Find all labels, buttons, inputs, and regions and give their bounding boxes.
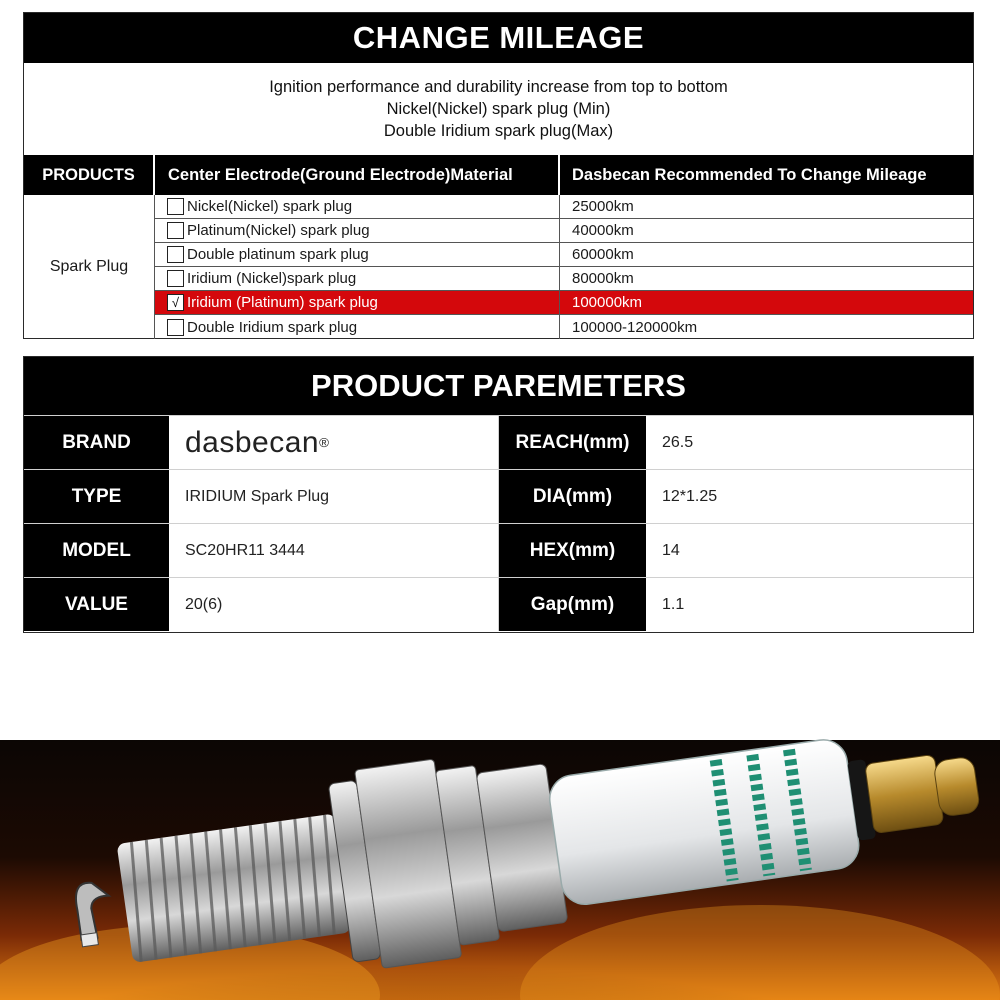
table-row — [155, 267, 973, 291]
product-parameters-section — [23, 356, 974, 633]
param-label: REACH(mm) — [499, 416, 646, 469]
brand-logo — [169, 416, 499, 469]
mileage-table-body — [24, 195, 973, 339]
param-value: IRIDIUM Spark Plug — [169, 470, 499, 523]
checkbox[interactable] — [167, 246, 184, 263]
intro-text — [24, 63, 973, 155]
table-row — [155, 219, 973, 243]
checkbox[interactable] — [167, 222, 184, 239]
change-mileage-section — [23, 12, 974, 339]
intro-line-2: Nickel(Nickel) spark plug (Min) — [386, 100, 611, 118]
param-label: DIA(mm) — [499, 470, 646, 523]
param-value: 26.5 — [662, 433, 694, 451]
intro-line-1: Ignition performance and durability increase from top to bottom — [269, 78, 728, 96]
intro-line-3: Double Iridium spark plug(Max) — [383, 122, 614, 140]
param-value: 12*1.25 — [662, 487, 718, 505]
mileage-value: 40000km — [572, 222, 634, 239]
param-row — [24, 469, 973, 523]
param-value: 14 — [662, 541, 680, 559]
mileage-value: 100000km — [572, 294, 643, 311]
checkbox-checked[interactable]: √ — [167, 294, 184, 311]
param-row — [24, 415, 973, 469]
param-label: TYPE — [24, 470, 169, 523]
checkbox[interactable] — [167, 319, 184, 336]
table-row — [155, 243, 973, 267]
param-label: BRAND — [24, 416, 169, 469]
change-mileage-title: CHANGE MILEAGE — [24, 13, 973, 63]
material-label: Double platinum spark plug — [187, 246, 369, 263]
param-label: HEX(mm) — [499, 524, 646, 577]
spark-plug-product-image — [0, 650, 1000, 1000]
mileage-rows — [155, 195, 973, 339]
param-value: SC20HR11 3444 — [169, 524, 499, 577]
mileage-value: 25000km — [572, 198, 634, 215]
checkbox[interactable] — [167, 198, 184, 215]
material-label: Platinum(Nickel) spark plug — [187, 222, 370, 239]
product-cell: Spark Plug — [24, 195, 155, 339]
param-label: VALUE — [24, 578, 169, 631]
param-label: Gap(mm) — [499, 578, 646, 631]
registered-mark: ® — [319, 435, 329, 450]
mileage-value: 80000km — [572, 270, 634, 287]
header-material: Center Electrode(Ground Electrode)Material — [155, 155, 560, 195]
header-products: PRODUCTS — [24, 155, 155, 195]
product-parameters-title: PRODUCT PAREMETERS — [24, 357, 973, 415]
table-row — [155, 195, 973, 219]
header-mileage: Dasbecan Recommended To Change Mileage — [572, 165, 927, 184]
mileage-value: 100000-120000km — [572, 318, 698, 336]
mileage-value: 60000km — [572, 246, 634, 263]
param-label: MODEL — [24, 524, 169, 577]
param-row — [24, 577, 973, 631]
param-value: 20(6) — [169, 578, 499, 631]
table-row — [155, 315, 973, 339]
table-row-highlighted — [155, 291, 973, 315]
param-row — [24, 523, 973, 577]
mileage-table-header — [24, 155, 973, 195]
material-label: Iridium (Nickel)spark plug — [187, 270, 357, 287]
material-label: Nickel(Nickel) spark plug — [187, 198, 353, 215]
material-label: Iridium (Platinum) spark plug — [187, 294, 378, 311]
material-label: Double Iridium spark plug — [187, 318, 358, 336]
param-value: 1.1 — [662, 595, 685, 613]
brand-logo-text: dasbecan — [185, 425, 320, 459]
checkbox[interactable] — [167, 270, 184, 287]
